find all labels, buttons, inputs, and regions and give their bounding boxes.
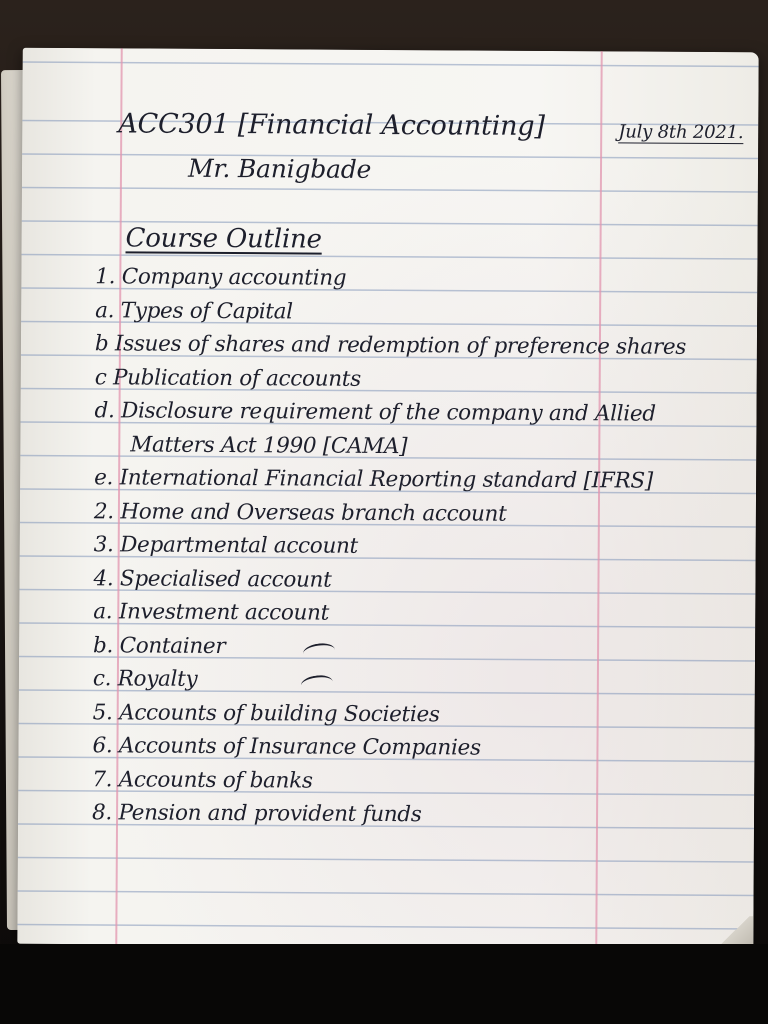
notebook-page — [17, 48, 758, 948]
list-item: c. Royalty — [92, 666, 198, 692]
list-item: a. Investment account — [93, 599, 330, 626]
list-item: 5. Accounts of building Societies — [92, 699, 440, 727]
list-item: Matters Act 1990 [CAMA] — [130, 431, 408, 459]
list-item: b. Container — [93, 632, 226, 659]
list-item: 1. Company accounting — [95, 264, 347, 291]
list-item: 6. Accounts of Insurance Companies — [92, 733, 481, 761]
note-date: July 8th 2021. — [618, 121, 744, 144]
list-item: c Publication of accounts — [94, 364, 361, 392]
list-item: 8. Pension and provident funds — [91, 800, 422, 828]
list-item: d. Disclosure requirement of the company and Allied — [94, 398, 656, 427]
course-title: ACC301 [Financial Accounting] — [118, 108, 545, 142]
list-item: a. Types of Capital — [95, 297, 293, 324]
outline-heading: Course Outline — [125, 223, 322, 255]
list-item: b Issues of shares and redemption of preference shares — [94, 331, 687, 360]
list-item: 7. Accounts of banks — [92, 766, 313, 794]
list-item: e. International Financial Reporting standard [IFRS] — [94, 465, 653, 494]
list-item: 3. Departmental account — [93, 532, 358, 559]
list-item: 2. Home and Overseas branch account — [93, 498, 507, 527]
list-item: 4. Specialised account — [93, 565, 332, 593]
course-outline-list — [92, 260, 687, 833]
lecturer-name: Mr. Banigbade — [187, 153, 372, 184]
desk-surface — [0, 944, 768, 1024]
